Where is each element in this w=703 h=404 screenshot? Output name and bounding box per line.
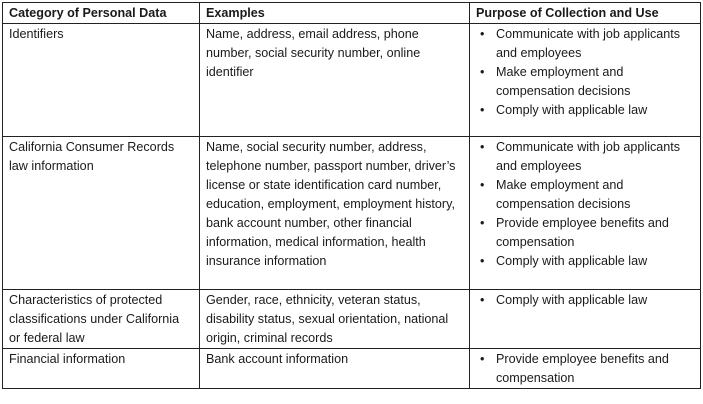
purpose-item: • Provide employee benefits and compensation xyxy=(496,350,694,388)
table-header-row xyxy=(3,3,701,24)
purpose-cell xyxy=(470,137,701,290)
purpose-item: • Comply with applicable law xyxy=(496,252,694,271)
table-row xyxy=(3,349,701,389)
purpose-list xyxy=(476,350,694,388)
header-examples: Examples xyxy=(200,3,470,24)
table-row xyxy=(3,24,701,137)
personal-data-table xyxy=(2,2,701,389)
purpose-item: • Comply with applicable law xyxy=(496,291,694,310)
purpose-list xyxy=(476,291,694,310)
purpose-cell xyxy=(470,349,701,389)
category-cell: Characteristics of protected classifications under California or federal law xyxy=(3,290,200,349)
purpose-item: • Communicate with job applicants and employees xyxy=(496,138,694,176)
examples-cell: Name, address, email address, phone number, social security number, online identifier xyxy=(200,24,470,137)
table-row xyxy=(3,137,701,290)
examples-cell: Gender, race, ethnicity, veteran status, disability status, sexual orientation, national origin, criminal records xyxy=(200,290,470,349)
category-cell: California Consumer Records law information xyxy=(3,137,200,290)
examples-cell: Name, social security number, address, telephone number, passport number, driver’s license or state identification card number, education, employment, employment history, bank account number, other financial information, medical information, health insurance information xyxy=(200,137,470,290)
purpose-item: • Provide employee benefits and compensation xyxy=(496,214,694,252)
purpose-item: • Make employment and compensation decisions xyxy=(496,176,694,214)
purpose-item: • Make employment and compensation decisions xyxy=(496,63,694,101)
table-row xyxy=(3,290,701,349)
header-purpose: Purpose of Collection and Use xyxy=(470,3,701,24)
purpose-list xyxy=(476,25,694,120)
category-cell: Identifiers xyxy=(3,24,200,137)
examples-cell: Bank account information xyxy=(200,349,470,389)
purpose-list xyxy=(476,138,694,271)
header-category: Category of Personal Data xyxy=(3,3,200,24)
purpose-cell xyxy=(470,24,701,137)
purpose-cell xyxy=(470,290,701,349)
purpose-item: • Comply with applicable law xyxy=(496,101,694,120)
purpose-item: • Communicate with job applicants and employees xyxy=(496,25,694,63)
category-cell: Financial information xyxy=(3,349,200,389)
